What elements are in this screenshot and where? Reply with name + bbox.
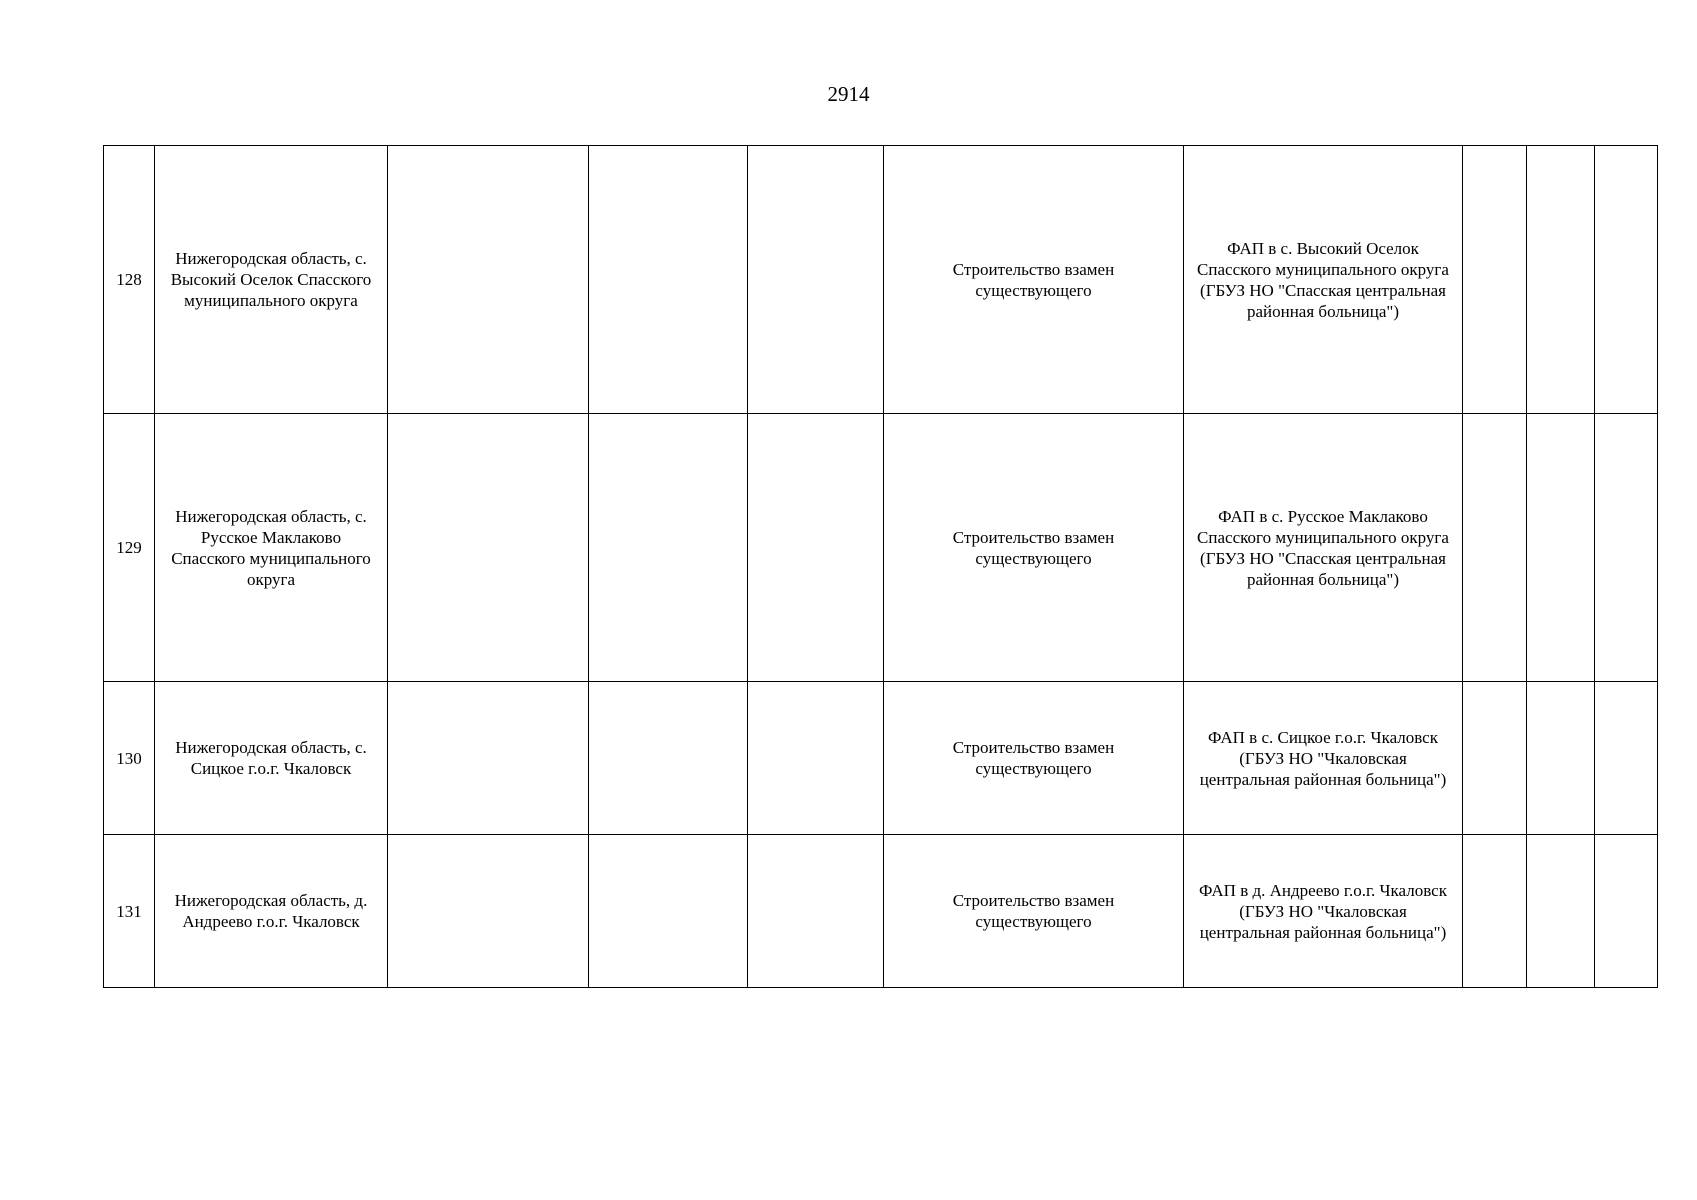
empty-cell — [1463, 682, 1527, 835]
empty-cell — [1527, 835, 1595, 988]
object-name-cell: ФАП в д. Андреево г.о.г. Чкаловск (ГБУЗ НО "Чкаловская центральная районная больница") — [1184, 835, 1463, 988]
empty-cell — [1527, 414, 1595, 682]
row-number-cell: 128 — [104, 146, 155, 414]
address-cell: Нижегородская область, с. Сицкое г.о.г. Чкаловск — [155, 682, 388, 835]
object-name-cell: ФАП в с. Высокий Оселок Спасского муниципального округа (ГБУЗ НО "Спасская центральная районная больница") — [1184, 146, 1463, 414]
empty-cell — [589, 414, 748, 682]
empty-cell — [748, 835, 884, 988]
work-type-cell: Строительство взамен существующего — [884, 682, 1184, 835]
empty-cell — [589, 835, 748, 988]
object-name-cell: ФАП в с. Русское Маклаково Спасского муниципального округа (ГБУЗ НО "Спасская центральная районная больница") — [1184, 414, 1463, 682]
work-type-cell: Строительство взамен существующего — [884, 835, 1184, 988]
page-number: 2914 — [827, 82, 870, 106]
empty-cell — [589, 682, 748, 835]
empty-cell — [1595, 414, 1658, 682]
row-number-cell: 131 — [104, 835, 155, 988]
table-row — [104, 146, 1658, 414]
empty-cell — [1595, 835, 1658, 988]
empty-cell — [1595, 682, 1658, 835]
empty-cell — [589, 146, 748, 414]
empty-cell — [1527, 682, 1595, 835]
facilities-table — [103, 145, 1658, 988]
empty-cell — [388, 146, 589, 414]
empty-cell — [388, 414, 589, 682]
empty-cell — [748, 682, 884, 835]
empty-cell — [748, 146, 884, 414]
address-cell: Нижегородская область, с. Русское Маклаково Спасского муниципального округа — [155, 414, 388, 682]
table-row — [104, 835, 1658, 988]
address-cell: Нижегородская область, с. Высокий Оселок Спасского муниципального округа — [155, 146, 388, 414]
work-type-cell: Строительство взамен существующего — [884, 414, 1184, 682]
empty-cell — [1527, 146, 1595, 414]
empty-cell — [1463, 414, 1527, 682]
empty-cell — [388, 682, 589, 835]
empty-cell — [1463, 146, 1527, 414]
row-number-cell: 129 — [104, 414, 155, 682]
row-number-cell: 130 — [104, 682, 155, 835]
empty-cell — [388, 835, 589, 988]
work-type-cell: Строительство взамен существующего — [884, 146, 1184, 414]
table-row — [104, 414, 1658, 682]
empty-cell — [1595, 146, 1658, 414]
object-name-cell: ФАП в с. Сицкое г.о.г. Чкаловск (ГБУЗ НО "Чкаловская центральная районная больница") — [1184, 682, 1463, 835]
address-cell: Нижегородская область, д. Андреево г.о.г. Чкаловск — [155, 835, 388, 988]
empty-cell — [748, 414, 884, 682]
table-row — [104, 682, 1658, 835]
empty-cell — [1463, 835, 1527, 988]
